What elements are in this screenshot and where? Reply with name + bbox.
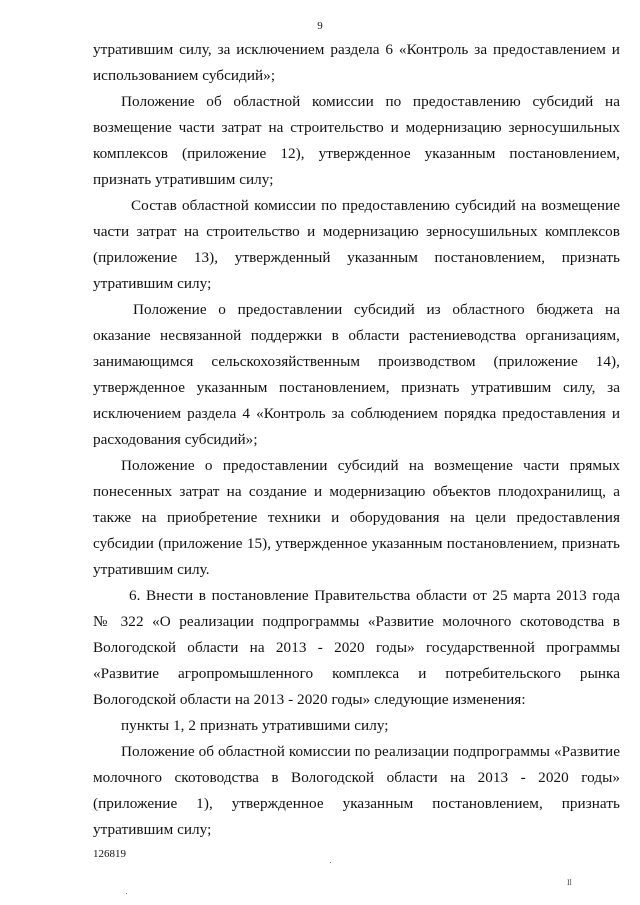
paragraph-8: Положение об областной комиссии по реализации подпрограммы «Развитие молочного скотоводства в Вологодской области на 2013 - 2020 годы» (приложение 1), утвержденное указанным постановлением, признать утратившим силу; bbox=[93, 743, 620, 838]
paragraph-2: Положение об областной комиссии по предоставлению субсидий на возмещение части затрат на строительство и модернизацию зерносушильных комплексов (приложение 12), утвержденное указанным постановлением, признать утратившим силу; bbox=[93, 93, 620, 188]
paragraph-4: Положение о предоставлении субсидий из областного бюджета на оказание несвязанной поддержки в области растениеводства организациям, занимающимся сельскохозяйственным производством (приложение 14), утвержденное указанным постановлением, признать утратившим силу, за исключением раздела 4 «Контроль за соблюдением порядка предоставления и расходования субсидий»; bbox=[93, 301, 620, 448]
paragraph-6: 6. Внести в постановление Правительства области от 25 марта 2013 года № 322 «О реализации подпрограммы «Развитие молочного скотоводства в Вологодской области на 2013 - 2020 годы» государственной программы «Развитие агропромышленного комплекса и потребительского рынка Вологодской области на 2013 - 2020 годы» следующие изменения: bbox=[93, 587, 620, 708]
scan-artifact bbox=[330, 862, 331, 863]
document-id: 126819 bbox=[93, 848, 126, 860]
scan-artifact bbox=[126, 893, 127, 894]
scan-mark: Il bbox=[567, 878, 572, 887]
document-body bbox=[93, 37, 620, 843]
page-number: 9 bbox=[317, 20, 323, 32]
paragraph-1: утратившим силу, за исключением раздела 6 «Контроль за предоставлением и использованием субсидий»; bbox=[93, 41, 620, 84]
paragraph-5: Положение о предоставлении субсидий на возмещение части прямых понесенных затрат на создание и модернизацию объектов плодохранилищ, а также на приобретение техники и оборудования на цели предоставления субсидии (приложение 15), утвержденное указанным постановлением, признать утратившим силу. bbox=[93, 457, 620, 578]
paragraph-7: пункты 1, 2 признать утратившими силу; bbox=[121, 717, 389, 734]
paragraph-3: Состав областной комиссии по предоставлению субсидий на возмещение части затрат на строительство и модернизацию зерносушильных комплексов (приложение 13), утвержденный указанным постановлением, признать утратившим силу; bbox=[93, 197, 620, 292]
